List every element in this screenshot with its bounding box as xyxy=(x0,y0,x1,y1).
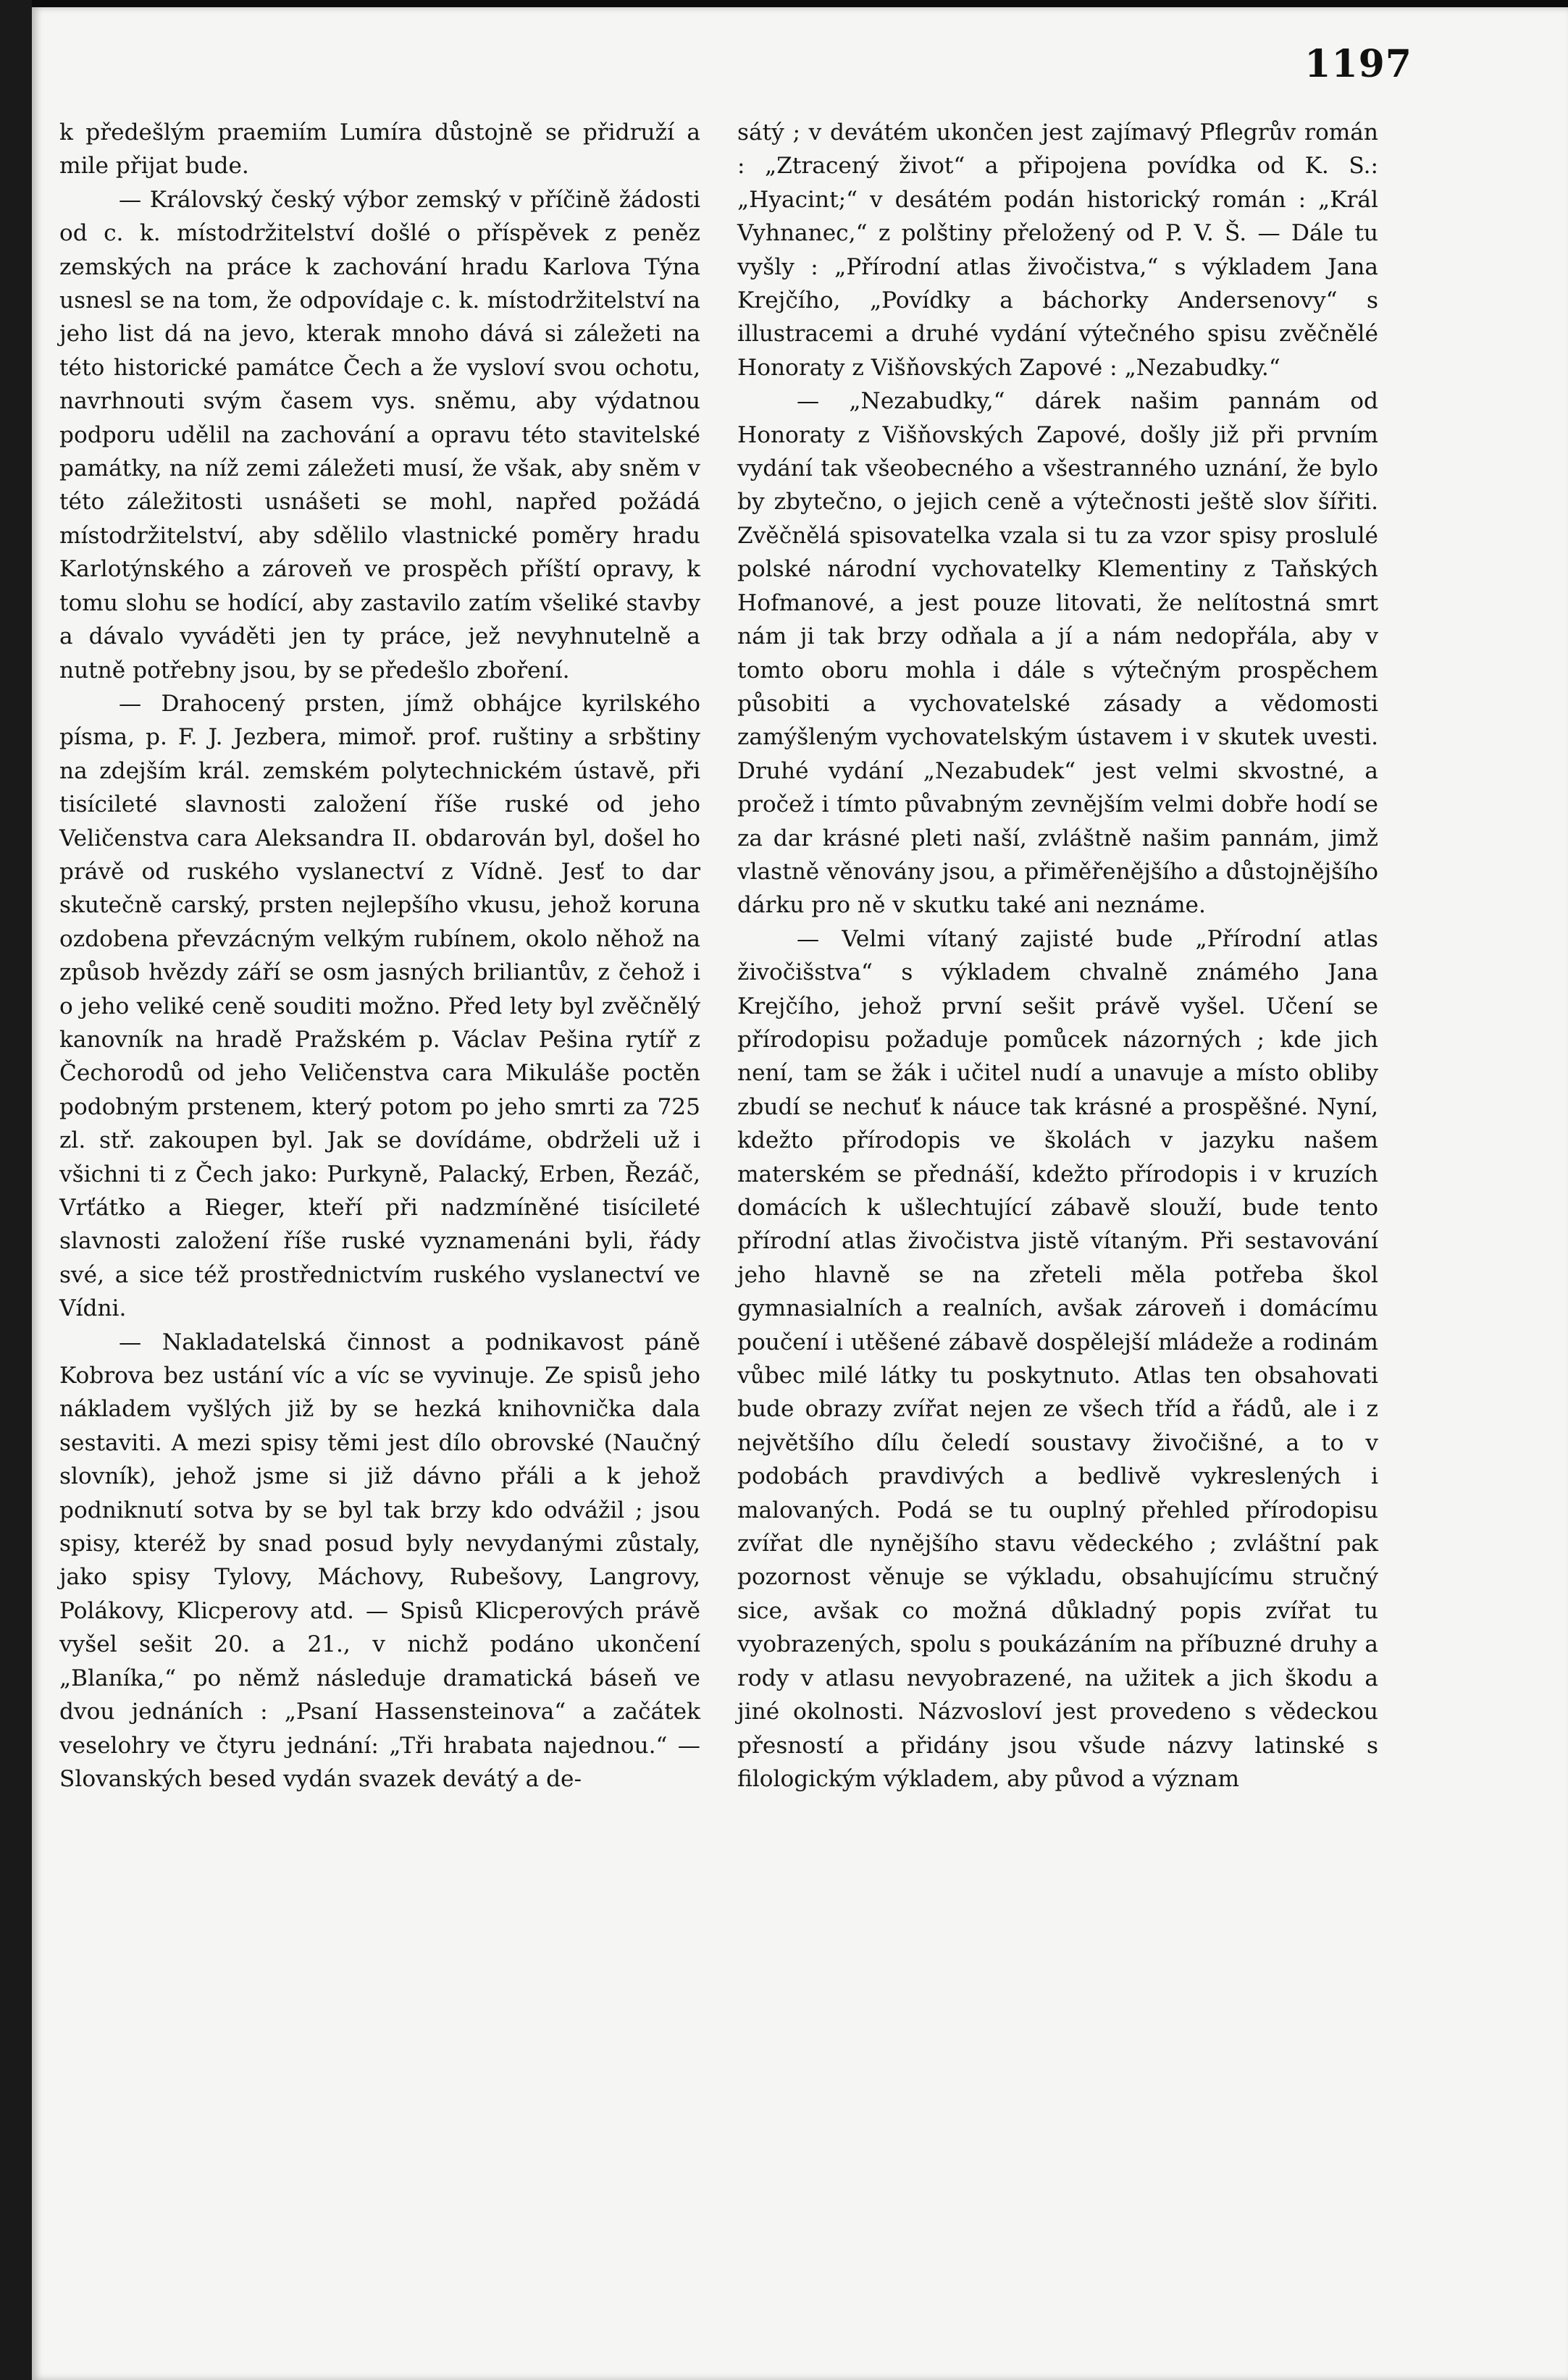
left-column xyxy=(59,116,700,1796)
paragraph: sátý ; v devátém ukončen jest zajímavý Pflegrův román : „Ztracený život“ a připojena povídka od K. S.: „Hyacint;“ v desátém podán historický román : „Král Vyhnanec,“ z polštiny přeložený od P. V. Š. — Dále tu vyšly : „Přírodní atlas živočistva,“ s výkladem Jana Krejčího, „Povídky a báchorky Andersenovy“ s illustracemi a druhé vydání výtečného spisu zvěčnělé Honoraty z Višňovských Zapové : „Nezabudky.“ xyxy=(737,119,1378,381)
paragraph: — Královský český výbor zemský v příčině žádosti od c. k. místodržitelství došlé o příspěvek z peněz zemských na práce k zachování hradu Karlova Týna usnesl se na tom, že odpovídaje c. k. místodržitelství na jeho list dá na jevo, kterak mnoho dává si záležeti na této historické památce Čech a že vysloví svou ochotu, navrhnouti svým časem vys. sněmu, aby výdatnou podporu udělil na zachování a opravu této stavitelské památky, na níž zemi záležeti musí, že však, aby sněm v této záležitosti usnášeti se mohl, napřed požádá místodržitelství, aby sdělilo vlastnické poměry hradu Karlotýnského a zároveň ve prospěch příští opravy, k tomu slohu se hodící, aby zastavilo zatím všeliké stavby a dávalo vyváděti jen ty práce, jež nevyhnutelně a nutně potřebny jsou, by se předešlo zboření. xyxy=(59,186,700,684)
right-column xyxy=(737,116,1378,1796)
paragraph: — Drahocený prsten, jímž obhájce kyrilského písma, p. F. J. Jezbera, mimoř. prof. ruštiny a srbštiny na zdejším král. zemském polytechnickém ústavě, při tisícileté slavnosti založení říše ruské od jeho Veličenstva cara Aleksandra II. obdarován byl, došel ho právě od ruského vyslanectví z Vídně. Jesť to dar skutečně carský, prsten nejlepšího vkusu, jehož koruna ozdobena převzácným velkým rubínem, okolo něhož na způsob hvězdy září se osm jasných briliantův, z čehož i o jeho veliké ceně souditi možno. Před lety byl zvěčnělý kanovník na hradě Pražském p. Václav Pešina rytíř z Čechorodů od jeho Veličenstva cara Mikuláše poctěn podobným prstenem, který potom po jeho smrti za 725 zl. stř. zakoupen byl. Jak se dovídáme, obdrželi už i všichni ti z Čech jako: Purkyně, Palacký, Erben, Řezáč, Vrťátko a Rieger, kteří při nadzmíněné tisícileté slavnosti založení říše ruské vyznamenáni byli, řády své, a sice též prostřednictvím ruského vyslanectví ve Vídni. xyxy=(59,690,700,1322)
paragraph: — „Nezabudky,“ dárek našim pannám od Honoraty z Višňovských Zapové, došly již při prvním vydání tak všeobecného a všestranného uznání, že bylo by zbytečno, o jejich ceně a výtečnosti ještě slov šířiti. Zvěčnělá spisovatelka vzala si tu za vzor spisy proslulé polské národní vychovatelky Klementiny z Taňských Hofmanové, a jest pouze litovati, že nelítostná smrt nám ji tak brzy odňala a jí a nám nedopřála, aby v tomto oboru mohla i dále s výtečným prospěchem působiti a vychovatelské zásady a vědomosti zamýšleným vychovatelským ústavem i v skutek uvesti. Druhé vydání „Nezabudek“ jest velmi skvostné, a pročež i tímto půvabným zevnějším velmi dobře hodí se za dar krásné pleti naší, zvláštně našim pannám, jimž vlastně věnovány jsou, a přiměřenějšího a důstojnějšího dárku pro ně v skutku také ani neznáme. xyxy=(737,388,1378,919)
paragraph: k předešlým praemiím Lumíra důstojně se přidruží a mile přijat bude. xyxy=(59,119,700,180)
page-number: 1197 xyxy=(1304,42,1412,86)
scan-dark-edge xyxy=(0,0,32,2380)
paragraph: — Velmi vítaný zajisté bude „Přírodní atlas živočišstva“ s výkladem chvalně známého Jana Krejčího, jehož první sešit právě vyšel. Učení se přírodopisu požaduje pomůcek názorných ; kde jich není, tam se žák i učitel nudí a unavuje a místo obliby zbudí se nechuť k náuce tak krásné a prospěšné. Nyní, kdežto přírodopis ve školách v jazyku našem materském se přednáší, kdežto přírodopis i v kruzích domácích k ušlechtující zábavě slouží, bude tento přírodní atlas živočistva jistě vítaným. Při sestavování jeho hlavně se na zřeteli měla potřeba škol gymnasialních a realních, avšak zároveň i domácímu poučení i utěšené zábavě dospělejší mládeže a rodinám vůbec milé látky tu poskytnuto. Atlas ten obsahovati bude obrazy zvířat nejen ze všech tříd a řádů, ale i z největšího dílu čeledí soustavy živočišné, a to v podobách pravdivých a bedlivě vykreslených i malovaných. Podá se tu ouplný přehled přírodopisu zvířat dle nynějšího stavu vědeckého ; zvláštní pak pozornost věnuje se výkladu, obsahujícímu stručný sice, avšak co možná důkladný popis zvířat tu vyobrazených, spolu s poukázáním na příbuzné druhy a rody v atlasu nevyobrazené, na užitek a jich škodu a jiné okolnosti. Názvosloví jest provedeno s vědeckou přesností a přidány jsou všude názvy latinské s filologickým výkladem, aby původ a význam xyxy=(737,925,1378,1792)
paragraph: — Nakladatelská činnost a podnikavost páně Kobrova bez ustání víc a víc se vyvinuje. Ze spisů jeho nákladem vyšlých již by se hezká knihovnička dala sestaviti. A mezi spisy těmi jest dílo obrovské (Naučný slovník), jehož jsme si již dávno přáli a k jehož podniknutí sotva by se byl tak brzy kdo odvážil ; jsou spisy, kteréž by snad posud byly nevydanými zůstaly, jako spisy Tylovy, Máchovy, Rubešovy, Langrovy, Polákovy, Klicperovy atd. — Spisů Klicperových právě vyšel sešit 20. a 21., v nichž podáno ukončení „Blaníka,“ po němž následuje dramatická báseň ve dvou jednáních : „Psaní Hassensteinova“ a začátek veselohry ve čtyru jednání: „Tři hrabata najednou.“ — Slovanských besed vydán svazek devátý a de- xyxy=(59,1329,700,1792)
